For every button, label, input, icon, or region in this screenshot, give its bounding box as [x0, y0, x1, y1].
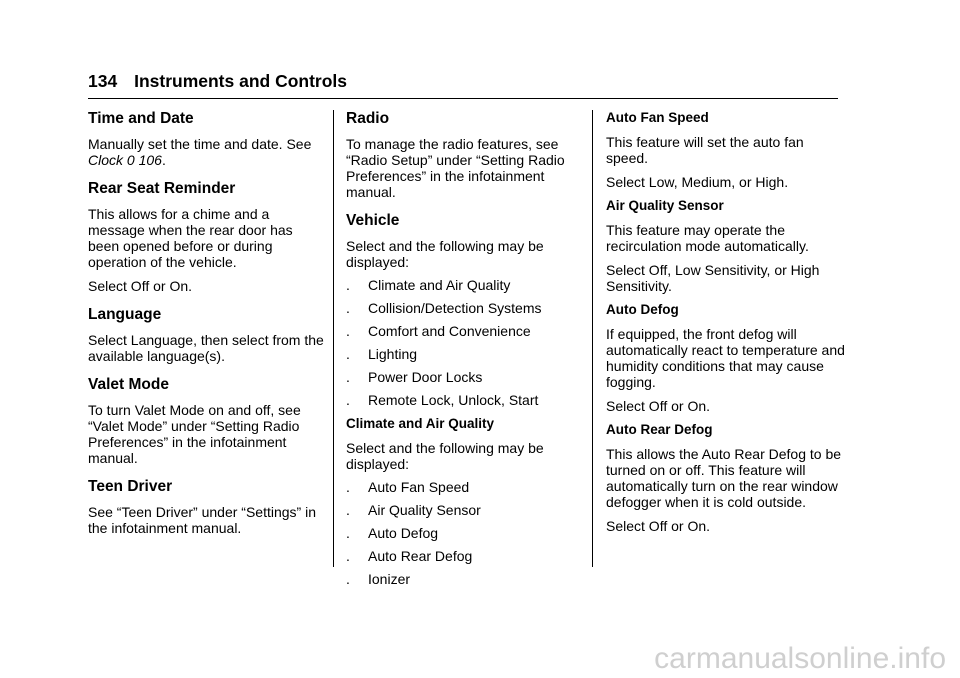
list-item: . Collision/Detection Systems [346, 300, 542, 316]
chapter-title: Instruments and Controls [134, 71, 348, 91]
rear-defog-select: Select Off or On. [606, 518, 711, 534]
column-divider-2 [592, 110, 593, 567]
radio-text: To manage the radio features, see “Radio Setup” under “Setting Radio Preferences” in the infotainment manual. [346, 136, 565, 200]
teen-text: See “Teen Driver” under “Settings” in the infotainment manual. [88, 504, 316, 536]
heading-radio: Radio [346, 110, 390, 127]
rear-seat-select: Select Off or On. [88, 278, 193, 294]
rear-seat-text: This allows for a chime and a message when the rear door has been opened before or during operation of the vehicle. [88, 206, 293, 270]
heading-vehicle: Vehicle [346, 212, 400, 229]
heading-language: Language [88, 306, 162, 323]
list-item: . Comfort and Convenience [346, 323, 531, 339]
bullet-icon: . [346, 502, 350, 518]
vehicle-intro: Select and the following may be displayed: [346, 238, 544, 270]
list-item: . Auto Defog [346, 525, 439, 541]
heading-valet-mode: Valet Mode [88, 376, 169, 393]
heading-rear-seat-reminder: Rear Seat Reminder [88, 180, 236, 197]
time-date-text: Manually set the time and date. See Clock 0 106. [88, 136, 312, 168]
vehicle-list [346, 277, 584, 408]
valet-text: To turn Valet Mode on and off, see “Valet Mode” under “Setting Radio Preferences” in the infotainment manual. [88, 402, 301, 466]
fan-select: Select Low, Medium, or High. [606, 174, 789, 190]
bullet-icon: . [346, 571, 350, 587]
list-item: . Power Door Locks [346, 369, 483, 385]
subheading-auto-defog: Auto Defog [606, 302, 679, 317]
page-number: 134 [88, 71, 118, 91]
climate-list [346, 479, 584, 587]
bullet-icon: . [346, 392, 350, 408]
defog-select: Select Off or On. [606, 398, 711, 414]
rear-defog-text: This allows the Auto Rear Defog to be turned on or off. This feature will automatically turn on the rear window defogger when it is cold outside. [606, 446, 842, 510]
heading-time-date: Time and Date [88, 110, 194, 127]
column-3 [606, 110, 846, 534]
subheading-auto-fan-speed: Auto Fan Speed [606, 110, 709, 125]
page-ref-icon: 0 [126, 152, 135, 168]
column-divider-1 [333, 110, 334, 567]
bullet-icon: . [346, 346, 350, 362]
climate-intro: Select and the following may be displayed: [346, 440, 544, 472]
list-item: . Lighting [346, 346, 418, 362]
bullet-icon: . [346, 548, 350, 564]
column-2 [346, 110, 584, 587]
heading-teen-driver: Teen Driver [88, 478, 173, 495]
bullet-icon: . [346, 277, 350, 293]
aqs-text: This feature may operate the recirculation mode automatically. [606, 222, 809, 254]
defog-text: If equipped, the front defog will automatically react to temperature and humidity conditions that may cause fogging. [606, 326, 845, 390]
list-item: . Ionizer [346, 571, 411, 587]
bullet-icon: . [346, 300, 350, 316]
page-header [88, 71, 347, 92]
list-item: . Remote Lock, Unlock, Start [346, 392, 539, 408]
header-rule [88, 98, 838, 99]
clock-link[interactable]: Clock 0 106 [88, 152, 162, 168]
bullet-icon: . [346, 525, 350, 541]
list-item: . Air Quality Sensor [346, 502, 481, 518]
bullet-icon: . [346, 479, 350, 495]
list-item: . Climate and Air Quality [346, 277, 511, 293]
bullet-icon: . [346, 369, 350, 385]
column-1 [88, 110, 324, 536]
watermark: carmanualsonline.info [654, 642, 946, 675]
list-item: . Auto Rear Defog [346, 548, 473, 564]
subheading-auto-rear-defog: Auto Rear Defog [606, 422, 713, 437]
fan-text: This feature will set the auto fan speed. [606, 134, 804, 166]
subheading-climate: Climate and Air Quality [346, 416, 495, 431]
language-text: Select Language, then select from the available language(s). [88, 332, 324, 364]
subheading-air-quality-sensor: Air Quality Sensor [606, 198, 724, 213]
bullet-icon: . [346, 323, 350, 339]
aqs-select: Select Off, Low Sensitivity, or High Sensitivity. [606, 262, 820, 294]
list-item: . Auto Fan Speed [346, 479, 470, 495]
